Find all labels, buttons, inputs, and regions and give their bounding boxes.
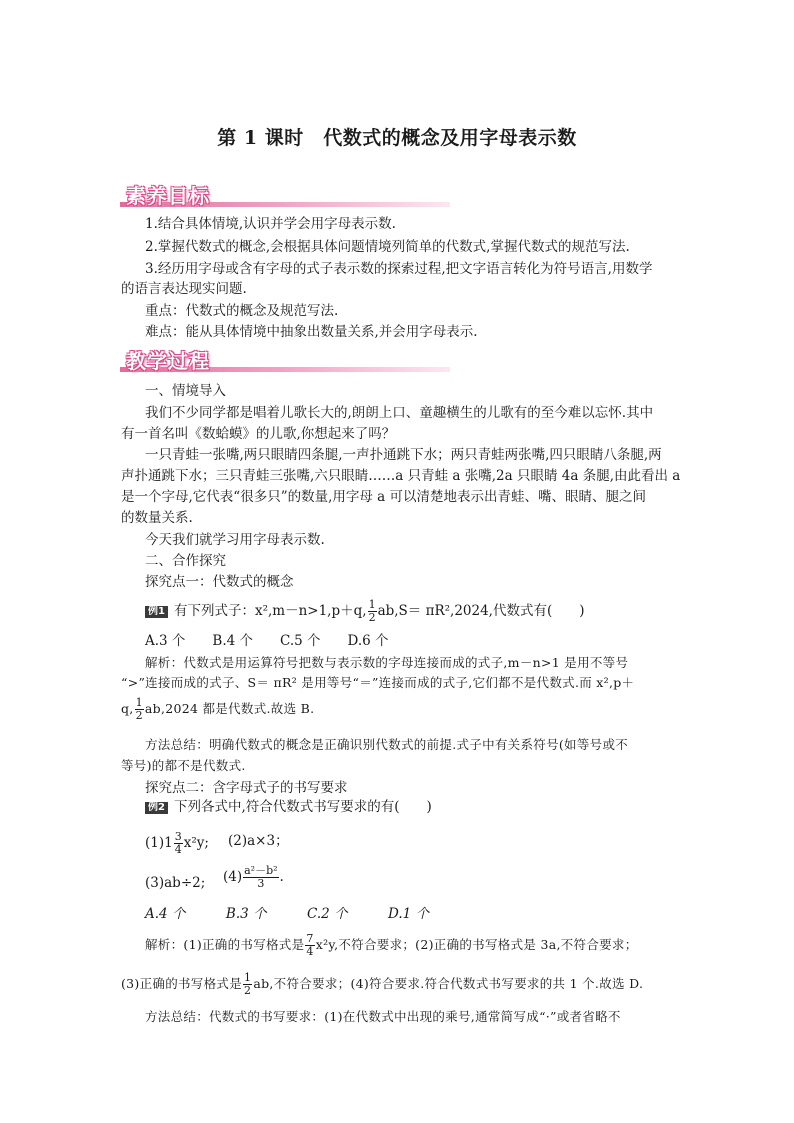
- intro-para3: 今天我们就学习用字母表示数.: [145, 532, 325, 548]
- fraction-denominator: 3: [257, 877, 265, 890]
- goal-3-line-2: 的语言表达现实问题.: [121, 281, 247, 297]
- goal-1: 1.结合具体情境,认识并学会用字母表示数.: [145, 216, 396, 232]
- part2-heading: 二、合作探究: [145, 553, 226, 569]
- solution-text: 解析：(1)正确的书写格式是: [145, 937, 305, 952]
- explore-point-2: 探究点二：含字母式子的书写要求: [145, 780, 348, 796]
- fraction-denominator: 2: [135, 709, 143, 722]
- example2-item-4: [223, 865, 284, 890]
- intro-para2-line1: 一只青蛙一张嘴,两只眼睛四条腿,一声扑通跳下水；两只青蛙两张嘴,四只眼睛八条腿,两: [145, 447, 662, 463]
- example1-solution-line1: 解析：代数式是用运算符号把数与表示数的字母连接而成的式子,m－n>1 是用不等号: [145, 655, 629, 670]
- example2-solution-line2: [121, 972, 643, 997]
- example2-item-3: (3)ab÷2;: [145, 875, 206, 891]
- example1-solution-line2: “>”连接而成的式子、S＝ πR² 是用等号“＝”连接而成的式子,它们都不是代数式.而 x²,p＋: [121, 675, 635, 690]
- example1-tag: 例1: [145, 606, 168, 618]
- example2-item-2: (2)a×3；: [228, 833, 289, 849]
- example1-options: A.3 个 B.4 个 C.5 个 D.6 个: [145, 633, 389, 649]
- solution-text: ab,2024 都是代数式.故选 B.: [144, 701, 315, 716]
- intro-para1-line1: 我们不少同学都是唱着儿歌长大的,朗朗上口、童趣横生的儿歌有的至今难以忘怀.其中: [145, 405, 654, 421]
- fraction-seven-quarters: [305, 933, 314, 958]
- goal-2: 2.掌握代数式的概念,会根据具体问题情境列简单的代数式,掌握代数式的规范写法.: [145, 239, 630, 255]
- goal-3-line-1: 3.经历用字母或含有字母的式子表示数的探索过程,把文字语言转化为符号语言,用数学: [145, 261, 653, 277]
- example1-summary-line1: 方法总结：明确代数式的概念是正确识别代数式的前提.式子中有关系符号(如等号或不: [145, 737, 629, 752]
- example1-summary-line2: 等号)的都不是代数式.: [121, 758, 246, 773]
- item-text: (1)1: [145, 835, 173, 851]
- page-title: 第 1 课时 代数式的概念及用字母表示数: [217, 127, 577, 149]
- fraction-one-half: [368, 599, 377, 624]
- fraction-a2-minus-b2-over-3: [243, 865, 278, 890]
- item-period: .: [279, 869, 284, 885]
- fraction-denominator: 4: [306, 945, 314, 958]
- fraction-numerator: 1: [244, 971, 252, 984]
- intro-para1-line2: 有一首名叫《数蛤蟆》的儿歌,你想起来了吗？: [121, 426, 396, 442]
- fraction-numerator: 7: [306, 932, 314, 945]
- item-text: (4): [223, 869, 243, 885]
- example2-item-1: [145, 831, 209, 856]
- fraction-denominator: 4: [174, 843, 182, 856]
- example1-solution-line3: [121, 697, 314, 722]
- intro-para2-line4: 的数量关系.: [121, 510, 193, 526]
- fraction-numerator: 3: [174, 830, 182, 843]
- solution-text: (3)正确的书写格式是: [121, 976, 243, 991]
- fraction-three-quarters: [174, 831, 183, 856]
- fraction-denominator: 2: [244, 984, 252, 997]
- fraction-denominator: 2: [368, 611, 376, 624]
- fraction-numerator: a²－b²: [244, 864, 278, 877]
- example2-solution-line1: [145, 933, 638, 958]
- part1-heading: 一、情境导入: [145, 383, 226, 399]
- section-banner-goals: [120, 180, 450, 210]
- explore-point-1: 探究点一：代数式的概念: [145, 574, 294, 590]
- example2-question-text: 下列各式中,符合代数式书写要求的有( ): [173, 799, 432, 815]
- solution-text: x²y,不符合要求；(2)正确的书写格式是 3a,不符合要求；: [315, 937, 638, 952]
- example2-question: [145, 797, 432, 817]
- example1-question: [145, 599, 585, 624]
- intro-para2-line3: 是一个字母,它代表“很多只”的数量,用字母 a 可以清楚地表示出青蛙、嘴、眼睛、腿之间: [121, 489, 647, 505]
- section-banner-process: [120, 345, 450, 375]
- fraction-one-half: [243, 972, 252, 997]
- difficulty: 难点：能从具体情境中抽象出数量关系,并会用字母表示.: [145, 324, 478, 340]
- key-point: 重点：代数式的概念及规范写法.: [145, 303, 339, 319]
- solution-text: q,: [121, 701, 134, 716]
- example1-question-part2: ab,S＝ πR²,2024,代数式有( ): [377, 603, 585, 619]
- item-text: x²y;: [183, 835, 209, 851]
- fraction-numerator: 1: [135, 696, 143, 709]
- example1-question-part1: 有下列式子：x²,m－n>1,p＋q,: [173, 603, 367, 619]
- example2-summary-line1: 方法总结：代数式的书写要求：(1)在代数式中出现的乘号,通常简写成“·”或者省略不: [145, 1009, 621, 1024]
- banner-label: 素养目标: [126, 184, 210, 208]
- example2-options: A.4 个 B.3 个 C.2 个 D.1 个: [145, 906, 430, 922]
- fraction-numerator: 1: [368, 598, 376, 611]
- intro-para2-line2: 声扑通跳下水；三只青蛙三张嘴,六只眼睛……a 只青蛙 a 张嘴,2a 只眼睛 4a 条腿,由此看出 a: [121, 468, 681, 484]
- example2-tag: 例2: [145, 802, 168, 814]
- solution-text: ab,不符合要求；(4)符合要求.符合代数式书写要求的共 1 个.故选 D.: [253, 976, 644, 991]
- fraction-one-half: [135, 697, 144, 722]
- banner-label: 教学过程: [126, 349, 210, 373]
